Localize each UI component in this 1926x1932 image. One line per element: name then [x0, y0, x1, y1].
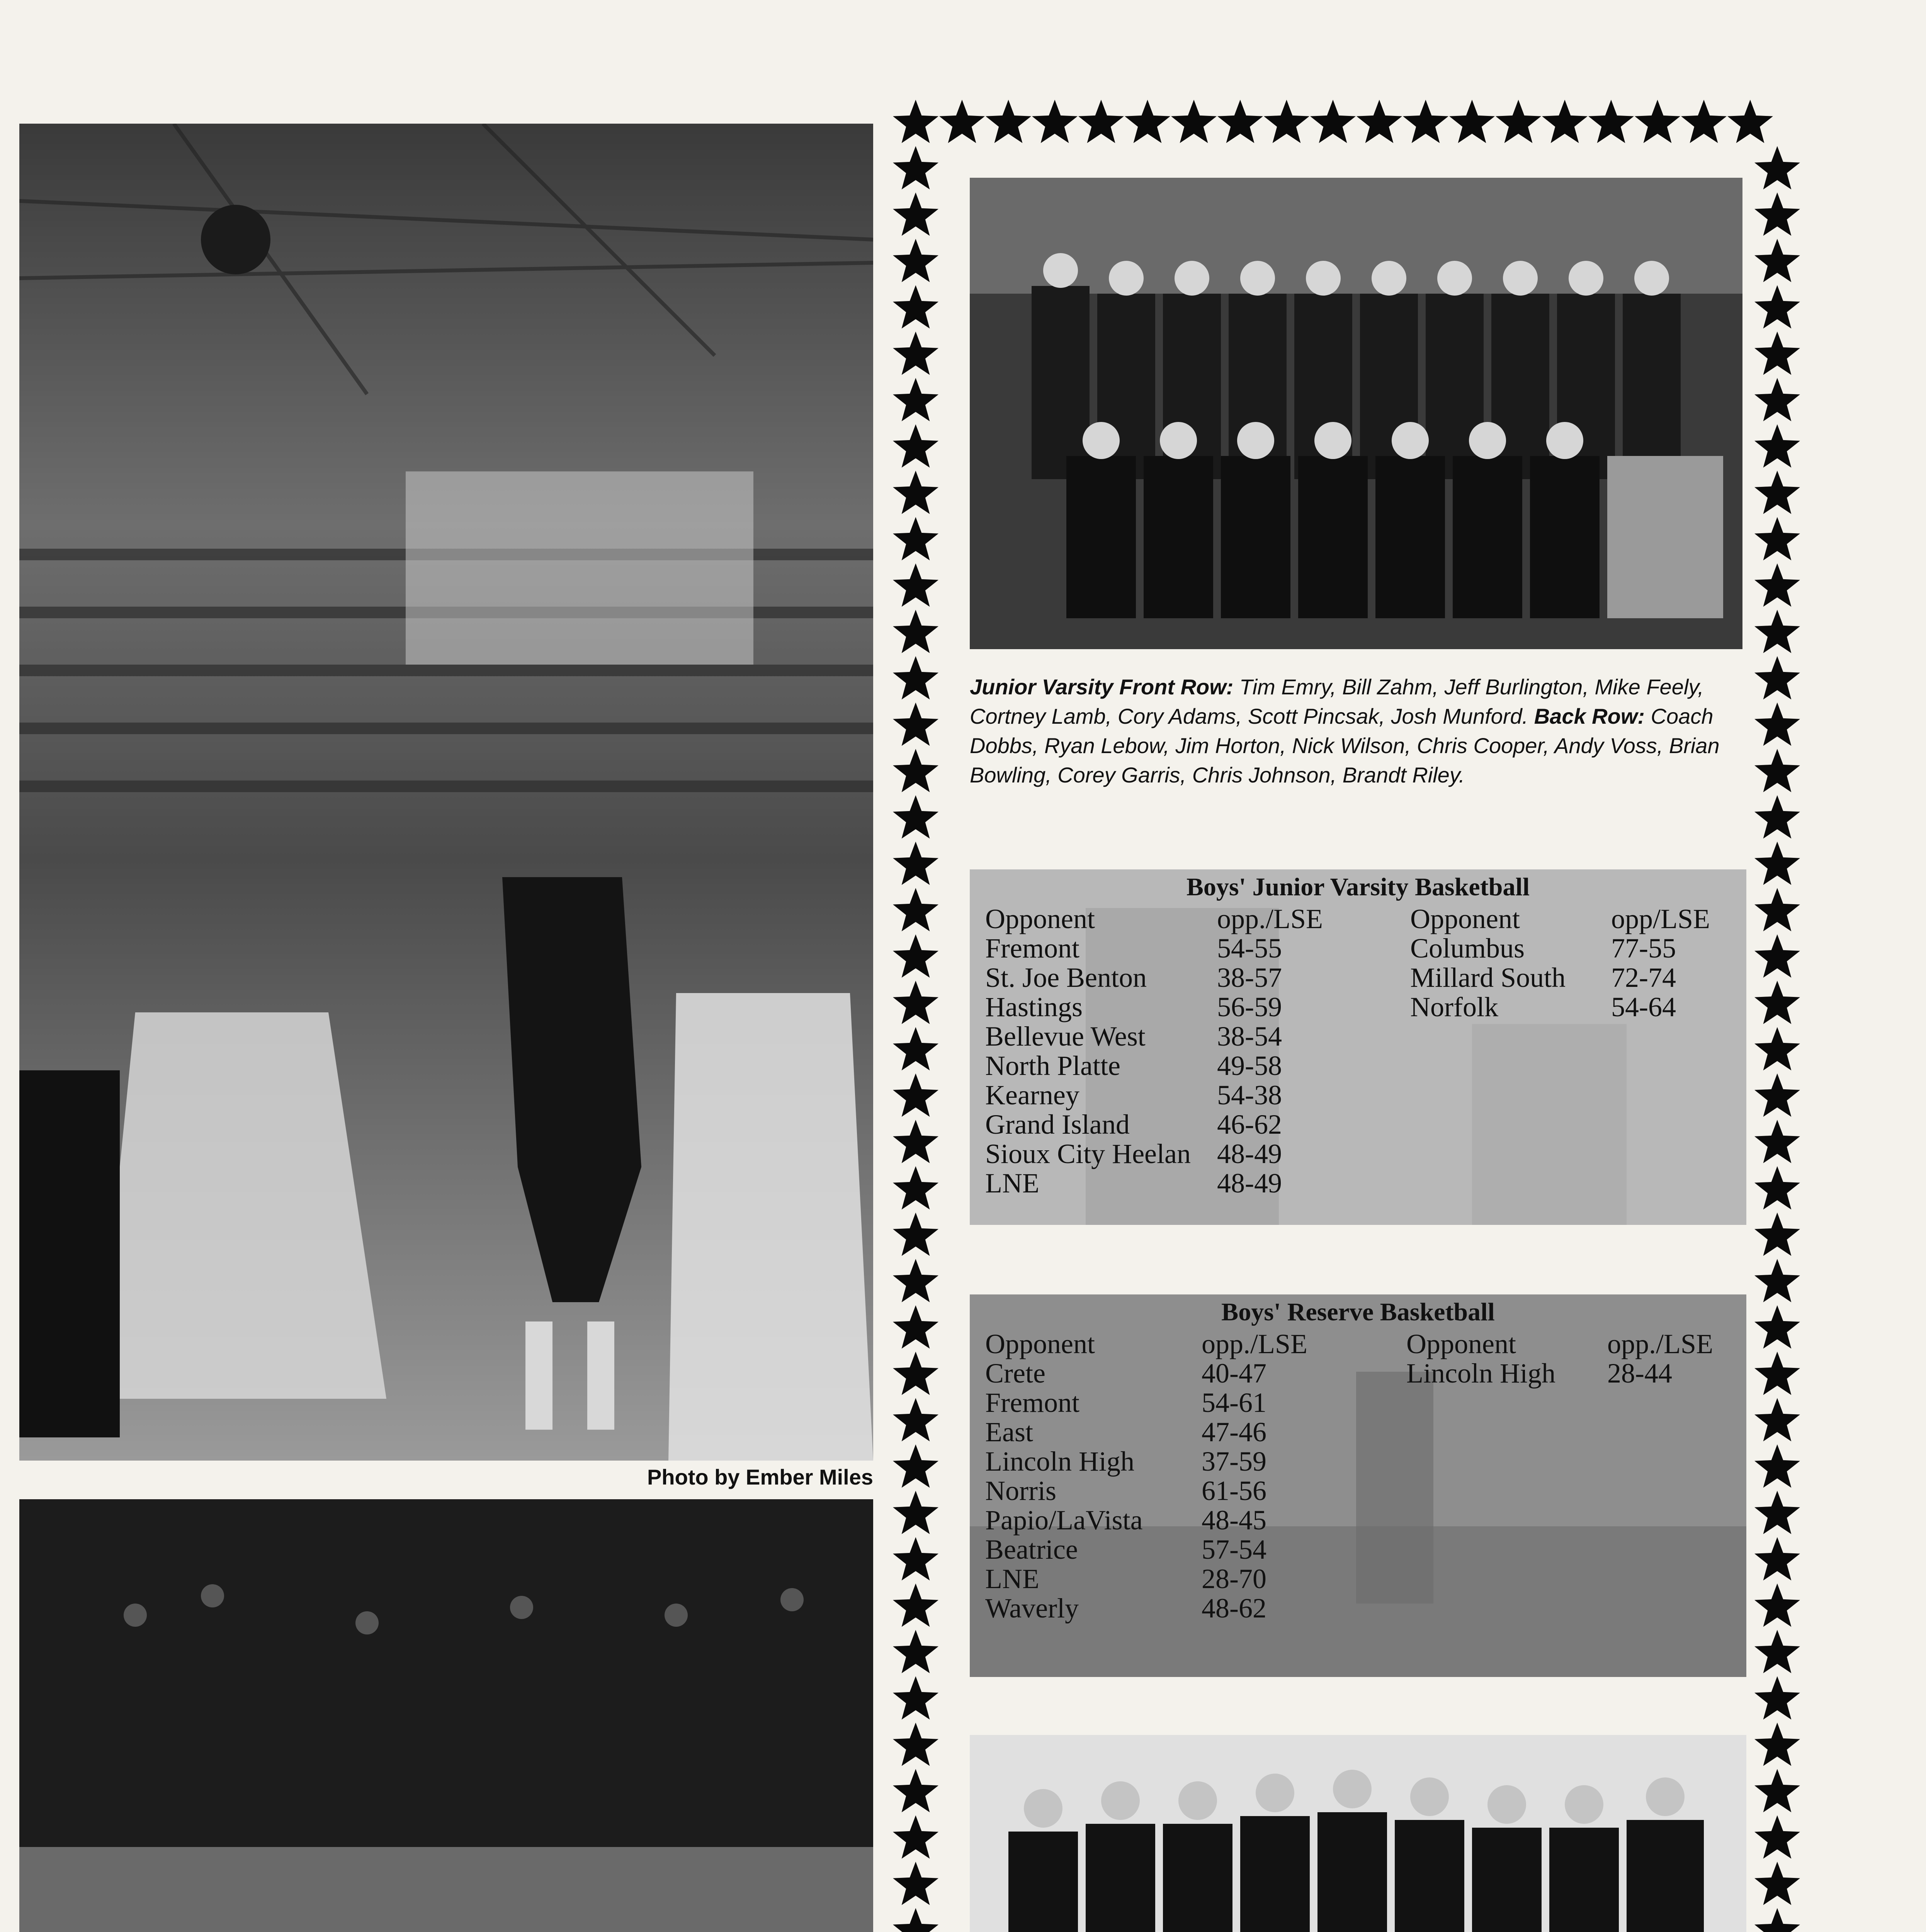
border-star-icon — [893, 934, 938, 978]
opponent: North Platte — [985, 1050, 1120, 1081]
border-star-icon — [1496, 100, 1541, 143]
opponent: Kearney — [985, 1080, 1079, 1111]
table-header-row — [1410, 904, 1710, 934]
border-star-icon — [1754, 424, 1800, 468]
score: 72-74 — [1611, 962, 1676, 993]
opponent: LNE — [985, 1563, 1039, 1594]
border-star-icon — [1125, 100, 1170, 143]
jv-schedule-table-left — [985, 904, 1323, 1198]
border-star-icon — [893, 1537, 938, 1580]
border-star-icon — [893, 795, 938, 838]
border-star-icon — [893, 1120, 938, 1163]
table-header-row — [1406, 1329, 1713, 1359]
table-row — [985, 1476, 1307, 1505]
border-star-icon — [1754, 239, 1800, 282]
table-row — [985, 1594, 1307, 1623]
score: 77-55 — [1611, 933, 1676, 964]
opponent: Fremont — [985, 933, 1079, 964]
border-star-icon — [1754, 1027, 1800, 1070]
border-star-icon — [893, 1723, 938, 1766]
table-row — [1410, 963, 1710, 992]
border-star-icon — [1754, 332, 1800, 375]
opponent: Sioux City Heelan — [985, 1138, 1191, 1169]
photo-credit-1: Photo by Ember Miles — [647, 1465, 873, 1489]
border-star-icon — [1449, 100, 1495, 143]
jv-back-row-label: Back Row: — [1534, 704, 1645, 728]
border-star-icon — [893, 1213, 938, 1256]
opponent: Columbus — [1410, 933, 1525, 964]
border-star-icon — [1754, 1444, 1800, 1488]
column-header: Opponent — [1410, 903, 1520, 934]
border-star-icon — [1754, 888, 1800, 931]
score: 40-47 — [1202, 1358, 1266, 1389]
border-star-icon — [1754, 1213, 1800, 1256]
table-row — [985, 1168, 1323, 1198]
border-star-icon — [1754, 1305, 1800, 1349]
border-star-icon — [1310, 100, 1356, 143]
opponent: Crete — [985, 1358, 1045, 1389]
border-star-icon — [893, 239, 938, 282]
jv-schedule-title: Boys' Junior Varsity Basketball — [1186, 873, 1530, 901]
jv-back-row-names: Coach Dobbs, Ryan Lebow, Jim Horton, Nick Wilson, Chris Cooper, Andy Voss, Brian Bowling, Corey Garris, Chris Johnson, Brandt Riley. — [970, 704, 1720, 787]
opponent: Hastings — [985, 992, 1083, 1022]
border-star-icon — [1754, 656, 1800, 699]
border-star-icon — [1754, 563, 1800, 607]
border-star-icon — [1754, 1723, 1800, 1766]
table-row — [985, 1359, 1307, 1388]
border-star-icon — [893, 1815, 938, 1859]
column-header: opp./LSE — [1217, 903, 1323, 934]
opponent: Lincoln High — [985, 1446, 1134, 1477]
column-header: Opponent — [985, 903, 1095, 934]
reserve-schedule-table-right — [1406, 1329, 1713, 1388]
border-star-icon — [893, 749, 938, 792]
column-header: Opponent — [985, 1328, 1095, 1359]
border-star-icon — [893, 1166, 938, 1209]
border-star-icon — [1727, 100, 1773, 143]
opponent: Fremont — [985, 1387, 1079, 1418]
border-star-icon — [1754, 1908, 1800, 1932]
border-star-icon — [1754, 981, 1800, 1024]
border-star-icon — [1754, 1815, 1800, 1859]
border-star-icon — [893, 424, 938, 468]
border-star-icon — [1588, 100, 1634, 143]
opponent: LNE — [985, 1168, 1039, 1199]
border-star-icon — [1754, 934, 1800, 978]
jv-front-row-names: Tim Emry, Bill Zahm, Jeff Burlington, Mike Feely, Cortney Lamb, Cory Adams, Scott Pincsak, Josh Munford. — [970, 675, 1704, 728]
opponent: Norfolk — [1410, 992, 1498, 1022]
border-star-icon — [1403, 100, 1448, 143]
score: 28-70 — [1202, 1563, 1266, 1594]
border-star-icon — [893, 702, 938, 746]
score: 56-59 — [1217, 992, 1282, 1022]
border-star-icon — [893, 1398, 938, 1441]
border-star-icon — [1754, 1259, 1800, 1302]
border-star-icon — [1754, 1537, 1800, 1580]
border-star-icon — [893, 981, 938, 1024]
border-star-icon — [893, 1862, 938, 1905]
border-star-icon — [893, 656, 938, 699]
opponent: Millard South — [1410, 962, 1566, 993]
jv-schedule-table-right — [1410, 904, 1710, 1022]
border-star-icon — [893, 888, 938, 931]
table-row — [985, 1022, 1323, 1051]
score: 48-45 — [1202, 1505, 1266, 1536]
opponent: St. Joe Benton — [985, 962, 1147, 993]
reserve-schedule-title: Boys' Reserve Basketball — [1221, 1298, 1495, 1326]
border-star-icon — [1754, 146, 1800, 189]
border-star-icon — [893, 1352, 938, 1395]
table-row — [985, 1388, 1307, 1417]
opponent: Papio/LaVista — [985, 1505, 1143, 1536]
border-star-icon — [939, 100, 985, 143]
column-header: opp/LSE — [1611, 903, 1710, 934]
border-star-icon — [893, 563, 938, 607]
border-star-icon — [893, 378, 938, 421]
score: 54-38 — [1217, 1080, 1282, 1111]
opponent: Bellevue West — [985, 1021, 1146, 1052]
reserve-schedule-table-left — [985, 1329, 1307, 1623]
border-star-icon — [1754, 1630, 1800, 1673]
border-star-icon — [1264, 100, 1309, 143]
border-star-icon — [1754, 192, 1800, 236]
border-star-icon — [1542, 100, 1588, 143]
score: 37-59 — [1202, 1446, 1266, 1477]
table-row — [985, 1564, 1307, 1594]
photo-jv-team — [970, 178, 1742, 649]
border-star-icon — [893, 517, 938, 560]
border-star-icon — [893, 100, 938, 143]
score: 54-64 — [1611, 992, 1676, 1022]
opponent: Grand Island — [985, 1109, 1130, 1140]
border-star-icon — [1754, 842, 1800, 885]
border-star-icon — [986, 100, 1031, 143]
border-star-icon — [1032, 100, 1078, 143]
score: 47-46 — [1202, 1417, 1266, 1447]
caption-jv-roster — [970, 672, 1742, 790]
border-star-icon — [1754, 378, 1800, 421]
border-star-icon — [893, 146, 938, 189]
table-row — [1406, 1359, 1713, 1388]
border-star-icon — [893, 842, 938, 885]
border-star-icon — [1171, 100, 1217, 143]
border-star-icon — [1754, 1073, 1800, 1117]
opponent: Norris — [985, 1475, 1056, 1506]
table-row — [985, 992, 1323, 1022]
border-star-icon — [893, 1676, 938, 1719]
border-star-icon — [1754, 1676, 1800, 1719]
table-row — [985, 1535, 1307, 1564]
border-star-icon — [1754, 1583, 1800, 1627]
table-row — [1410, 934, 1710, 963]
opponent: Lincoln High — [1406, 1358, 1555, 1389]
score: 48-49 — [1217, 1168, 1282, 1199]
border-star-icon — [893, 1769, 938, 1812]
table-row — [985, 963, 1323, 992]
border-star-icon — [893, 285, 938, 328]
score: 38-57 — [1217, 962, 1282, 993]
border-star-icon — [1754, 1769, 1800, 1812]
table-row — [985, 1447, 1307, 1476]
border-star-icon — [1754, 702, 1800, 746]
score: 48-49 — [1217, 1138, 1282, 1169]
border-star-icon — [1754, 795, 1800, 838]
table-row — [985, 934, 1323, 963]
table-row — [985, 1505, 1307, 1535]
column-header: opp./LSE — [1202, 1328, 1308, 1359]
score: 48-62 — [1202, 1593, 1266, 1624]
border-star-icon — [1754, 471, 1800, 514]
border-star-icon — [893, 332, 938, 375]
table-row — [985, 1051, 1323, 1080]
border-star-icon — [893, 1305, 938, 1349]
border-star-icon — [1635, 100, 1680, 143]
border-star-icon — [1754, 1862, 1800, 1905]
border-star-icon — [893, 610, 938, 653]
score: 28-44 — [1607, 1358, 1672, 1389]
border-star-icon — [1078, 100, 1124, 143]
border-star-icon — [893, 1027, 938, 1070]
reserve-schedule — [970, 1294, 1746, 1677]
border-star-icon — [1681, 100, 1727, 143]
table-header-row — [985, 1329, 1307, 1359]
opponent: East — [985, 1417, 1033, 1447]
score: 61-56 — [1202, 1475, 1266, 1506]
score: 54-55 — [1217, 933, 1282, 964]
border-star-icon — [893, 1259, 938, 1302]
opponent: Beatrice — [985, 1534, 1078, 1565]
border-star-icon — [1754, 1491, 1800, 1534]
score: 49-58 — [1217, 1050, 1282, 1081]
photo-reserve-team — [970, 1735, 1746, 1932]
table-row — [985, 1139, 1323, 1168]
border-star-icon — [1754, 285, 1800, 328]
table-row — [985, 1110, 1323, 1139]
photo-court-action — [19, 1499, 873, 1932]
jv-front-row-label: Junior Varsity Front Row: — [970, 675, 1234, 699]
score: 46-62 — [1217, 1109, 1282, 1140]
jv-schedule — [970, 869, 1746, 1225]
opponent: Waverly — [985, 1593, 1079, 1624]
border-star-icon — [1754, 610, 1800, 653]
border-star-icon — [893, 1444, 938, 1488]
table-row — [1410, 992, 1710, 1022]
border-star-icon — [893, 1630, 938, 1673]
photo-jump-shot — [19, 124, 873, 1461]
border-star-icon — [893, 192, 938, 236]
table-header-row — [985, 904, 1323, 934]
border-star-icon — [1217, 100, 1263, 143]
border-star-icon — [893, 1583, 938, 1627]
border-star-icon — [1754, 1120, 1800, 1163]
border-star-icon — [1754, 1352, 1800, 1395]
table-row — [985, 1080, 1323, 1110]
border-star-icon — [1754, 749, 1800, 792]
border-star-icon — [1754, 1398, 1800, 1441]
border-star-icon — [893, 471, 938, 514]
score: 38-54 — [1217, 1021, 1282, 1052]
border-star-icon — [1754, 517, 1800, 560]
border-star-icon — [893, 1073, 938, 1117]
border-star-icon — [1754, 1166, 1800, 1209]
border-star-icon — [1357, 100, 1402, 143]
score: 57-54 — [1202, 1534, 1266, 1565]
table-row — [985, 1417, 1307, 1447]
column-header: Opponent — [1406, 1328, 1516, 1359]
column-header: opp./LSE — [1607, 1328, 1714, 1359]
score: 54-61 — [1202, 1387, 1266, 1418]
border-star-icon — [893, 1491, 938, 1534]
border-star-icon — [893, 1908, 938, 1932]
